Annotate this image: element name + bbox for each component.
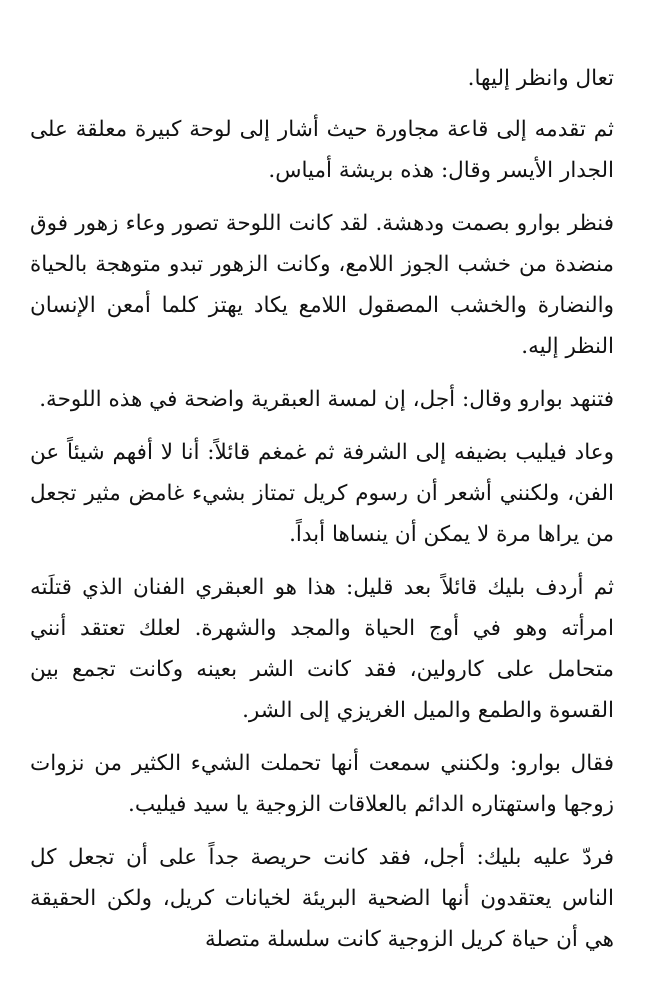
- paragraph-1: تعال وانظر إليها.: [467, 66, 614, 91]
- paragraph-6: ثم أردف بليك قائلاً بعد قليل: هذا هو العبقري الفنان الذي قتلَته امرأته وهو في أوج الحياة والمجد والشهرة. لعلك تعتقد أنني متحامل على كارولين، فقد كانت الشر بعينه وكانت تجمع بين القسوة والطمع والميل الغريزي إلى الشر.: [30, 575, 614, 723]
- paragraph-4: فتنهد بوارو وقال: أجل، إن لمسة العبقرية واضحة في هذه اللوحة.: [39, 387, 614, 412]
- paragraph-7: فقال بوارو: ولكنني سمعت أنها تحملت الشيء الكثير من نزوات زوجها واستهتاره الدائم بالعلاقات الزوجية يا سيد فيليب.: [30, 751, 614, 817]
- paragraph-3: فنظر بوارو بصمت ودهشة. لقد كانت اللوحة تصور وعاء زهور فوق منضدة من خشب الجوز اللامع، وكانت الزهور تبدو متوهجة بالحياة والنضارة والخشب المصقول اللامع يكاد يهتز كلما أمعن الإنسان النظر إليه.: [30, 211, 614, 359]
- book-page: [30, 58, 614, 972]
- paragraph-2: ثم تقدمه إلى قاعة مجاورة حيث أشار إلى لوحة كبيرة معلقة على الجدار الأيسر وقال: هذه بريشة أمياس.: [30, 117, 614, 183]
- paragraph-8: فردّ عليه بليك: أجل، فقد كانت حريصة جداً على أن تجعل كل الناس يعتقدون أنها الضحية البريئة لخيانات كريل، ولكن الحقيقة هي أن حياة كريل الزوجية كانت سلسلة متصلة: [30, 845, 614, 952]
- paragraph-5: وعاد فيليب بضيفه إلى الشرفة ثم غمغم قائلاً: أنا لا أفهم شيئاً عن الفن، ولكنني أشعر أن رسوم كريل تمتاز بشيء غامض مثير تجعل من يراها مرة لا يمكن أن ينساها أبداً.: [30, 440, 614, 547]
